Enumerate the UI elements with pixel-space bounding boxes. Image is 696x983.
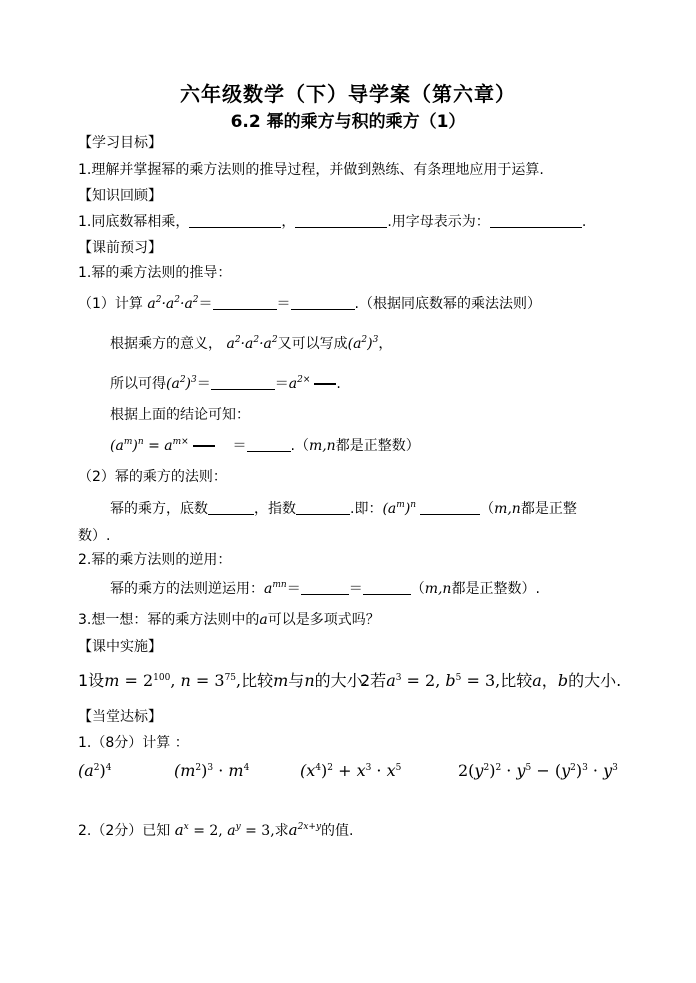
answer-blank[interactable] bbox=[296, 500, 350, 515]
preview-p1-2 bbox=[110, 334, 392, 354]
preview-p1-1 bbox=[78, 294, 541, 314]
class-question-1: 1设$m = 2^{100}$, $n = 3^{75}$,比较m与n的大小. bbox=[78, 671, 368, 690]
preview-text: 幂的乘方，底数 bbox=[110, 501, 208, 517]
answer-blank[interactable] bbox=[208, 500, 254, 515]
question-text: 求 bbox=[274, 823, 289, 839]
math-var: a bbox=[259, 612, 268, 628]
preview-p1: 1.幂的乘方法则的推导： bbox=[78, 265, 232, 281]
math-expr: $a^2\cdot a^2\cdot a^2$ bbox=[147, 295, 199, 312]
answer-blank[interactable] bbox=[363, 580, 411, 595]
answer-blank[interactable] bbox=[211, 375, 275, 390]
math-vars: m,n bbox=[494, 501, 521, 517]
exponent-blank[interactable] bbox=[314, 383, 336, 385]
preview-p1-3 bbox=[110, 374, 341, 394]
exponent-blank[interactable] bbox=[193, 445, 215, 447]
preview-text: 都是正整数）. bbox=[451, 581, 540, 597]
preview-text: 都是正整数） bbox=[335, 438, 420, 454]
preview-text: ，指数 bbox=[254, 501, 296, 517]
test-question-2: 2.（2分）已知 $a^x = 2$, $a^y = 3$,求$a^{2x+y}$的值. bbox=[78, 821, 354, 839]
question-text: ， bbox=[541, 671, 558, 690]
equals-sign: ＝ bbox=[276, 296, 291, 312]
test-expr-4: $2(y^2)^2 \cdot y^5 - (y^2)^3 \cdot y^3$ bbox=[458, 761, 618, 780]
section-heading-goal: 【学习目标】 bbox=[78, 135, 162, 151]
section-heading-test: 【当堂达标】 bbox=[78, 709, 162, 725]
math-expr: $a^{mn}$ bbox=[264, 580, 287, 597]
equals-sign: ＝ bbox=[286, 581, 301, 597]
math-expr: $(a^m)^n$ bbox=[382, 500, 417, 517]
answer-blank[interactable] bbox=[420, 500, 480, 515]
preview-p3: 2.幂的乘方法则的逆用： bbox=[78, 552, 232, 568]
answer-blank[interactable] bbox=[490, 213, 582, 228]
question-text: 比较 bbox=[241, 671, 274, 690]
answer-blank[interactable] bbox=[301, 580, 349, 595]
preview-p1-4: 根据上面的结论可知： bbox=[110, 407, 250, 423]
math-expr: $(a^m)^n = a^{m\times}$ bbox=[110, 437, 189, 454]
math-expr: $(a^2)^3$ bbox=[347, 335, 379, 352]
question-text: 的大小. bbox=[568, 671, 622, 690]
review-text-a: 1.同底数幂相乘， bbox=[78, 214, 190, 230]
preview-p3-1 bbox=[110, 579, 540, 599]
preview-text: 幂的乘方的法则逆运用： bbox=[110, 581, 264, 597]
preview-p2-2: 数）. bbox=[78, 528, 111, 544]
class-question-2: 2若$a^3 = 2$, $b^5 = 3$,比较a，b的大小. bbox=[360, 671, 622, 690]
answer-blank[interactable] bbox=[291, 295, 355, 310]
preview-text: 又可以写成 bbox=[277, 336, 348, 352]
section-heading-preview: 【课前预习】 bbox=[78, 240, 162, 256]
equals-sign: ＝ bbox=[274, 376, 289, 392]
preview-text: . bbox=[336, 376, 341, 392]
preview-text: 都是正整 bbox=[520, 501, 577, 517]
math-expr: $a^x$ bbox=[174, 821, 189, 839]
review-text-c: .用字母表示为： bbox=[387, 214, 490, 230]
answer-blank[interactable] bbox=[295, 213, 387, 228]
review-line-1 bbox=[78, 212, 586, 232]
equals-sign: ＝ bbox=[196, 376, 211, 392]
review-text-d: . bbox=[581, 214, 587, 230]
preview-text: 可以是多项式吗？ bbox=[267, 612, 380, 628]
section-heading-review: 【知识回顾】 bbox=[78, 188, 162, 204]
preview-text: （ bbox=[410, 581, 425, 597]
preview-text: 根据乘方的意义， bbox=[110, 336, 222, 352]
question-text: 与 bbox=[288, 671, 305, 690]
equals-sign: ＝ bbox=[198, 296, 213, 312]
preview-text: .即： bbox=[350, 501, 383, 517]
math-expr: $(a^2)^3$ bbox=[166, 375, 197, 392]
math-expr: $a^2\cdot a^2\cdot a^2$ bbox=[226, 335, 278, 352]
equals-sign: ＝ bbox=[348, 581, 363, 597]
page-title: 六年级数学（下）导学案（第六章） bbox=[180, 82, 516, 106]
test-expr-1: $(a^2)^4$ bbox=[78, 761, 112, 780]
page-subtitle: 6.2 幂的乘方与积的乘方（1） bbox=[230, 112, 466, 132]
math-expr: $a^{2\times}$ bbox=[288, 375, 311, 392]
math-vars: m,n bbox=[308, 438, 336, 454]
question-text: 的大小. bbox=[314, 671, 368, 690]
preview-p2: （2）幂的乘方的法则： bbox=[78, 469, 227, 485]
preview-text: （ bbox=[480, 501, 495, 517]
goal-text: 1.理解并掌握幂的乘方法则的推导过程，并做到熟练、有条理地应用于运算. bbox=[78, 162, 544, 178]
preview-p4 bbox=[78, 610, 380, 630]
preview-text: 所以可得 bbox=[110, 376, 166, 392]
question-text: 2.（2分）已知 bbox=[78, 823, 171, 839]
math-vars: m,n bbox=[424, 581, 452, 597]
answer-blank[interactable] bbox=[247, 437, 291, 452]
section-heading-class: 【课中实施】 bbox=[78, 639, 162, 655]
preview-text: （1）计算 bbox=[78, 296, 143, 312]
preview-text: ， bbox=[378, 336, 393, 352]
question-text: 1设 bbox=[78, 671, 105, 690]
question-text: 比较 bbox=[500, 671, 533, 690]
preview-text: .（根据同底数幂的乘法法则） bbox=[354, 296, 541, 312]
test-expr-3: $(x^4)^2 + x^3 \cdot x^5$ bbox=[300, 761, 402, 780]
equals-sign: ＝ bbox=[232, 438, 247, 454]
preview-p1-5 bbox=[110, 436, 420, 456]
answer-blank[interactable] bbox=[213, 295, 277, 310]
question-text: 的值. bbox=[321, 823, 354, 839]
test-expr-2: $(m^2)^3 \cdot m^4$ bbox=[174, 761, 250, 780]
math-expr: a bbox=[386, 671, 396, 690]
review-text-b: ， bbox=[281, 214, 296, 230]
math-expr: m bbox=[104, 671, 120, 690]
preview-text: .（ bbox=[290, 438, 309, 454]
preview-p2-1 bbox=[110, 499, 577, 519]
preview-text: 3.想一想：幂的乘方法则中的 bbox=[78, 612, 260, 628]
answer-blank[interactable] bbox=[189, 213, 281, 228]
test-question-1: 1.（8分）计算 ： bbox=[78, 735, 189, 751]
question-text: 2若 bbox=[360, 671, 387, 690]
